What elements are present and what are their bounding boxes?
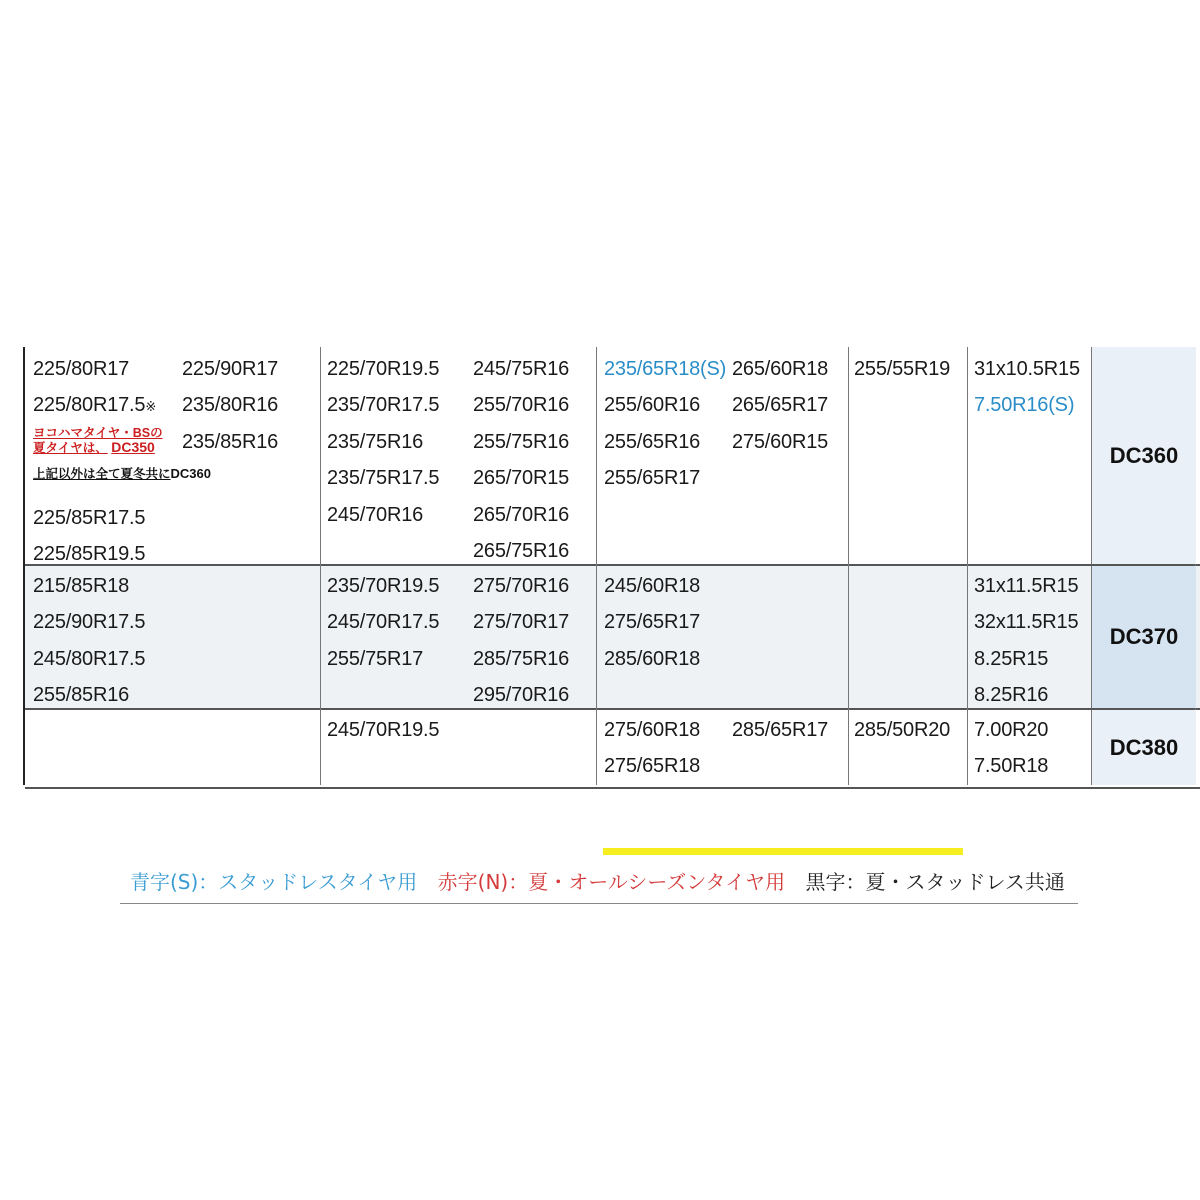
model-label-dc370: DC370	[1091, 566, 1196, 708]
model-label-dc360: DC360	[1091, 347, 1196, 564]
dc370-group-5	[604, 568, 700, 677]
column-divider	[967, 347, 968, 785]
note-mark: ※	[145, 399, 157, 415]
tire-size: 235/85R16	[182, 430, 279, 453]
note-text: 夏タイヤは、	[33, 440, 108, 455]
dc360-group-2	[182, 351, 278, 460]
dc380-group-3	[327, 712, 439, 748]
tire-size: 8.25R15	[974, 647, 1049, 670]
tire-size: 255/75R17	[327, 647, 424, 670]
tire-size: 245/70R19.5	[327, 719, 440, 741]
tire-size: 285/60R18	[604, 647, 701, 670]
tire-size-studless: 7.50R16(S)	[974, 394, 1075, 417]
tire-size: 255/55R19	[854, 358, 951, 380]
tire-size: 265/75R16	[473, 539, 570, 562]
tire-size: 275/70R16	[473, 575, 570, 597]
note-model: DC350	[111, 438, 155, 455]
tire-size: 7.00R20	[974, 719, 1049, 741]
highlight-bar	[603, 848, 963, 855]
tire-size: 255/65R17	[604, 467, 701, 490]
tire-size-studless: 235/65R18(S)	[604, 358, 727, 380]
column-divider	[848, 347, 849, 785]
tire-size: 255/85R16	[33, 684, 130, 707]
tire-size: 8.25R16	[974, 684, 1049, 707]
dc380-group-7	[854, 712, 950, 748]
column-divider	[596, 347, 597, 785]
tire-size: 245/75R16	[473, 358, 570, 380]
tire-size: 265/70R15	[473, 467, 570, 490]
dc370-group-4	[473, 568, 569, 714]
color-legend	[130, 866, 1079, 895]
tire-size: 225/90R17	[182, 358, 279, 380]
dc380-group-5	[604, 712, 700, 785]
dc380-group-6	[732, 712, 828, 748]
dc360-group-8	[974, 351, 1080, 424]
tire-size: 255/65R16	[604, 430, 701, 453]
note-model: DC360	[170, 465, 211, 481]
note-line: ヨコハマタイヤ・BSの	[33, 425, 163, 440]
tire-size: 225/80R17	[33, 358, 130, 380]
dc360-group-5	[604, 351, 726, 497]
tire-size: 295/70R16	[473, 684, 570, 707]
tire-size: 215/85R18	[33, 575, 130, 597]
tire-size: 255/75R16	[473, 430, 570, 453]
dc360-group-4	[473, 351, 569, 569]
tire-size: 285/50R20	[854, 719, 951, 741]
tire-size: 225/70R19.5	[327, 358, 440, 380]
legend-black-text: 黒字：夏・スタッドレス共通	[805, 870, 1065, 894]
tire-size: 235/80R16	[182, 394, 279, 417]
tire-size: 31x11.5R15	[974, 575, 1079, 597]
tire-size: 245/80R17.5	[33, 647, 146, 670]
tire-size: 285/65R17	[732, 719, 829, 741]
tire-size-text: 225/80R17.5	[33, 394, 146, 417]
tire-size: 245/70R16	[327, 503, 424, 526]
dc370-group-3	[327, 568, 439, 677]
tire-size: 235/75R17.5	[327, 467, 440, 490]
tire-size: 255/60R16	[604, 394, 701, 417]
tire-size: 235/75R16	[327, 430, 424, 453]
dc360-group-7	[854, 351, 950, 387]
tire-size: 7.50R18	[974, 755, 1049, 778]
tire-size: 235/70R19.5	[327, 575, 440, 597]
tire-size: 245/70R17.5	[327, 611, 440, 634]
tire-size: 275/65R17	[604, 611, 701, 634]
tire-size: 275/60R15	[732, 430, 829, 453]
tire-size: 265/65R17	[732, 394, 829, 417]
tire-size: 265/70R16	[473, 503, 570, 526]
tire-size: 265/60R18	[732, 358, 829, 380]
tire-size: 285/75R16	[473, 647, 570, 670]
tire-size: 32x11.5R15	[974, 611, 1079, 634]
dc360-group-3	[327, 351, 439, 533]
tire-size: 275/70R17	[473, 611, 570, 634]
legend-blue-text: 青字(S)：スタッドレスタイヤ用	[130, 870, 418, 894]
note-text: 上記以外は全て夏冬共に	[33, 466, 171, 481]
column-divider	[320, 347, 321, 785]
dc370-group-1	[33, 568, 145, 714]
dc370-group-8	[974, 568, 1078, 714]
note-line	[33, 467, 211, 481]
tire-size: 275/60R18	[604, 719, 701, 741]
size-table	[23, 347, 1200, 785]
tire-size: 225/90R17.5	[33, 611, 146, 634]
dc360-group-6	[732, 351, 828, 460]
tire-size: 225/85R17.5	[33, 506, 146, 529]
dc380-group-8	[974, 712, 1048, 785]
tire-size: 235/70R17.5	[327, 394, 440, 417]
tire-size: 275/65R18	[604, 755, 701, 778]
tire-size: 245/60R18	[604, 575, 701, 597]
model-label-dc380: DC380	[1091, 710, 1196, 785]
tire-size: 31x10.5R15	[974, 358, 1080, 380]
tire-size: 225/85R19.5	[33, 543, 146, 566]
legend-underline	[120, 903, 1078, 904]
tire-size: 255/70R16	[473, 394, 570, 417]
legend-red-text: 赤字(N)：夏・オールシーズンタイヤ用	[437, 870, 786, 894]
